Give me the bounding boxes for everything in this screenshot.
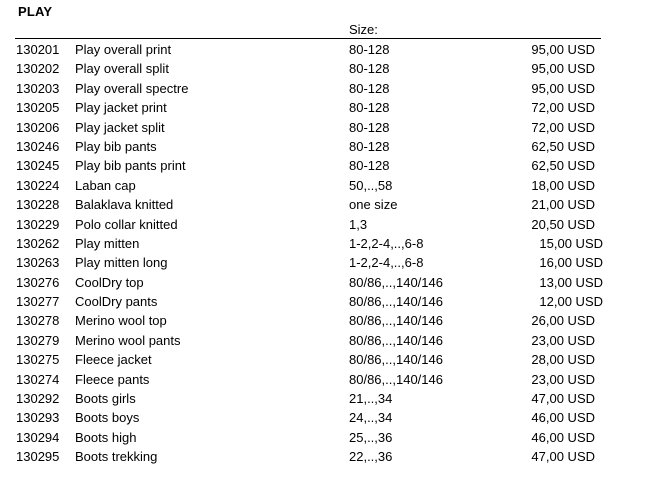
table-row xyxy=(0,234,648,253)
item-size: 80-128 xyxy=(349,42,390,57)
item-size: 80-128 xyxy=(349,100,390,116)
item-code: 130201 xyxy=(16,42,60,57)
item-price: 72,00 USD xyxy=(531,100,595,116)
item-name: Merino wool top xyxy=(75,313,167,329)
item-size: 1-2,2-4,..,6-8 xyxy=(349,255,424,271)
item-price: 28,00 USD xyxy=(531,352,595,368)
item-name: CoolDry top xyxy=(75,274,144,290)
item-price: 20,50 USD xyxy=(531,216,595,232)
item-code: 130294 xyxy=(16,429,60,445)
table-row xyxy=(0,98,648,117)
item-code: 130278 xyxy=(16,313,60,329)
item-name: Balaklava knitted xyxy=(75,197,174,213)
item-size: 80-128 xyxy=(349,119,390,135)
table-row xyxy=(0,40,648,59)
item-code: 130295 xyxy=(16,449,60,465)
table-row xyxy=(0,176,648,195)
table-row xyxy=(0,273,648,292)
item-price: 23,00 USD xyxy=(531,332,595,348)
item-code: 130245 xyxy=(16,158,60,174)
item-price: 18,00 USD xyxy=(531,177,595,193)
table-row xyxy=(0,79,648,98)
item-price: 47,00 USD xyxy=(531,449,595,465)
item-size: 24,..,34 xyxy=(349,410,393,426)
item-code: 130263 xyxy=(16,255,60,271)
item-size: 25,..,36 xyxy=(349,429,393,445)
item-name: Boots boys xyxy=(75,410,140,426)
item-code: 130274 xyxy=(16,371,60,387)
item-name: Boots girls xyxy=(75,391,136,407)
item-code: 130262 xyxy=(16,235,60,251)
item-name: Play bib pants xyxy=(75,138,157,154)
item-name: Fleece pants xyxy=(75,371,150,387)
item-name: Fleece jacket xyxy=(75,352,152,368)
item-size: 1,3 xyxy=(349,216,368,232)
table-row xyxy=(0,447,648,466)
item-price: 62,50 USD xyxy=(531,138,595,154)
item-name: Play overall split xyxy=(75,61,169,77)
item-code: 130228 xyxy=(16,197,60,213)
item-size: 80/86,..,140/146 xyxy=(349,371,443,387)
item-code: 130275 xyxy=(16,352,60,368)
item-size: 50,..,58 xyxy=(349,177,393,193)
item-code: 130277 xyxy=(16,294,60,310)
header-divider xyxy=(15,38,601,39)
table-row xyxy=(0,118,648,137)
item-size: 80/86,..,140/146 xyxy=(349,313,443,329)
item-code: 130246 xyxy=(16,138,60,154)
table-row xyxy=(0,389,648,408)
item-name: Play overall spectre xyxy=(75,80,189,96)
item-price: 46,00 USD xyxy=(531,410,595,426)
item-name: Play mitten xyxy=(75,235,140,251)
item-name: Play overall print xyxy=(75,42,172,57)
item-code: 130205 xyxy=(16,100,60,116)
table-row xyxy=(0,311,648,330)
item-size: 80-128 xyxy=(349,158,390,174)
item-size: 80/86,..,140/146 xyxy=(349,274,443,290)
item-size: 21,..,34 xyxy=(349,391,393,407)
table-row xyxy=(0,137,648,156)
table-row xyxy=(0,59,648,78)
item-size: 80-128 xyxy=(349,138,390,154)
table-row xyxy=(0,253,648,272)
item-price: 26,00 USD xyxy=(531,313,595,329)
item-price: 16,00 USD xyxy=(539,255,603,271)
table-row xyxy=(0,428,648,447)
table-row xyxy=(0,195,648,214)
item-name: Merino wool pants xyxy=(75,332,181,348)
item-name: Play jacket split xyxy=(75,119,165,135)
item-code: 130224 xyxy=(16,177,60,193)
item-size: 1-2,2-4,..,6-8 xyxy=(349,235,424,251)
item-price: 95,00 USD xyxy=(531,61,595,77)
item-price: 13,00 USD xyxy=(539,274,603,290)
item-price: 47,00 USD xyxy=(531,391,595,407)
item-name: Polo collar knitted xyxy=(75,216,178,232)
size-column-header: Size: xyxy=(349,22,378,37)
page-title: PLAY xyxy=(18,4,53,19)
item-name: Play mitten long xyxy=(75,255,168,271)
item-price: 23,00 USD xyxy=(531,371,595,387)
item-code: 130276 xyxy=(16,274,60,290)
table-row xyxy=(0,408,648,427)
item-size: 22,..,36 xyxy=(349,449,393,465)
item-code: 130229 xyxy=(16,216,60,232)
table-row xyxy=(0,292,648,311)
item-name: Play jacket print xyxy=(75,100,167,116)
item-size: 80/86,..,140/146 xyxy=(349,332,443,348)
item-price: 95,00 USD xyxy=(531,42,595,57)
item-name: Boots high xyxy=(75,429,137,445)
item-code: 130202 xyxy=(16,61,60,77)
item-size: 80/86,..,140/146 xyxy=(349,294,443,310)
item-size: 80-128 xyxy=(349,61,390,77)
item-size: 80-128 xyxy=(349,80,390,96)
item-name: CoolDry pants xyxy=(75,294,158,310)
item-name: Laban cap xyxy=(75,177,136,193)
item-code: 130292 xyxy=(16,391,60,407)
item-price: 72,00 USD xyxy=(531,119,595,135)
table-row xyxy=(0,370,648,389)
item-price: 21,00 USD xyxy=(531,197,595,213)
item-price: 95,00 USD xyxy=(531,80,595,96)
item-name: Boots trekking xyxy=(75,449,158,465)
table-row xyxy=(0,156,648,175)
item-name: Play bib pants print xyxy=(75,158,186,174)
price-list xyxy=(0,40,648,467)
item-code: 130279 xyxy=(16,332,60,348)
item-code: 130293 xyxy=(16,410,60,426)
item-code: 130203 xyxy=(16,80,60,96)
item-code: 130206 xyxy=(16,119,60,135)
table-row xyxy=(0,350,648,369)
item-size: one size xyxy=(349,197,398,213)
item-price: 12,00 USD xyxy=(539,294,603,310)
table-row xyxy=(0,215,648,234)
item-price: 62,50 USD xyxy=(531,158,595,174)
item-size: 80/86,..,140/146 xyxy=(349,352,443,368)
table-row xyxy=(0,331,648,350)
item-price: 46,00 USD xyxy=(531,429,595,445)
item-price: 15,00 USD xyxy=(539,235,603,251)
